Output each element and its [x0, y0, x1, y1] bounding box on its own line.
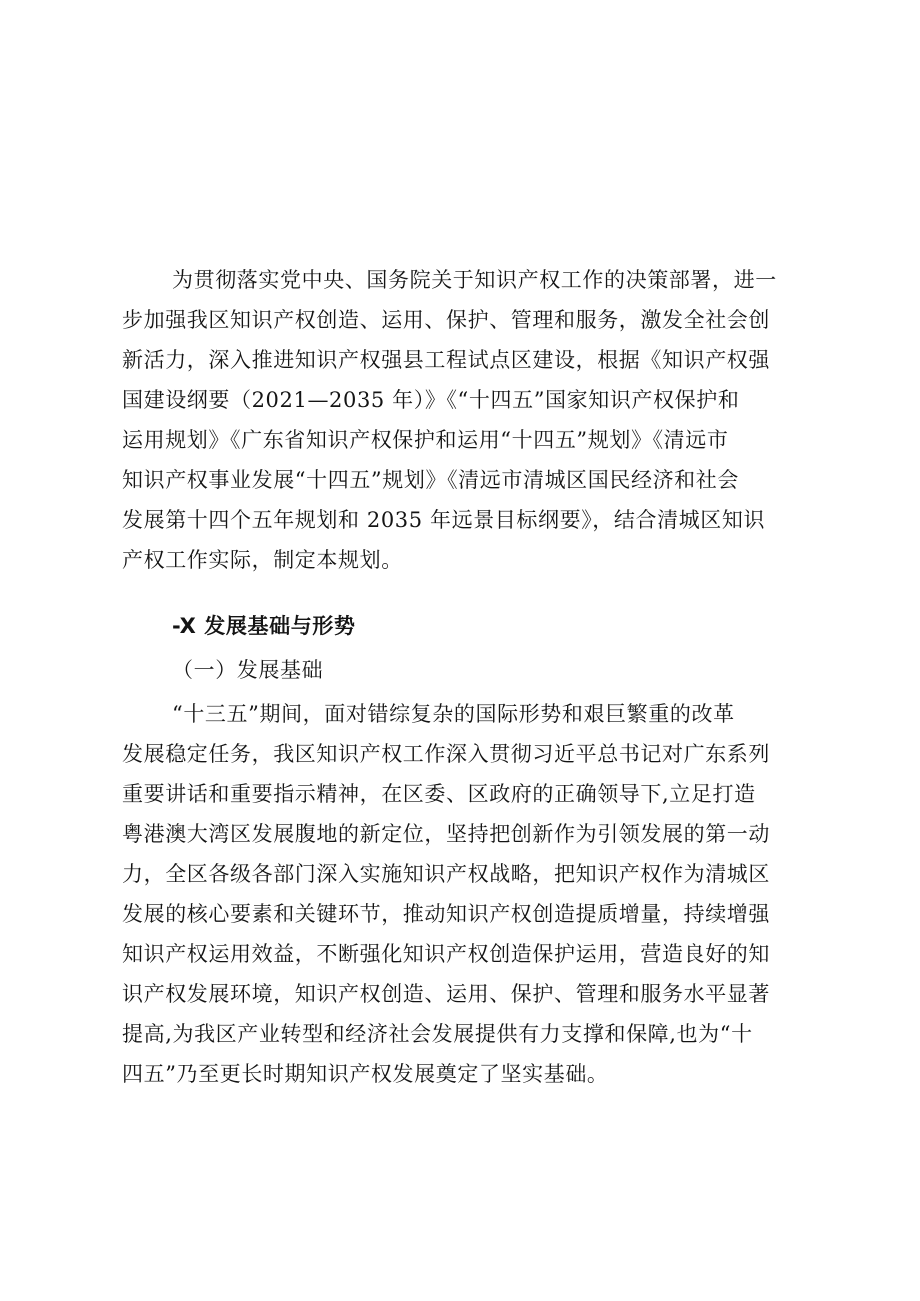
body-line-4: 粤港澳大湾区发展腹地的新定位，坚持把创新作为引领发展的第一动 — [122, 822, 770, 846]
subsection-heading: （一）发展基础 — [172, 658, 324, 682]
body-line-9: 提高,为我区产业转型和经济社会发展提供有力支撑和保障,也为“十 — [122, 1022, 753, 1046]
intro-line-6: 知识产权事业发展“十四五”规划》《清远市清城区国民经济和社会 — [122, 468, 739, 492]
intro-line-5: 运用规划》《广东省知识产权保护和运用“十四五”规划》《清远市 — [122, 428, 729, 452]
intro-line-2: 步加强我区知识产权创造、运用、保护、管理和服务，激发全社会创 — [122, 308, 770, 332]
intro-line-4: 国建设纲要（2021—2035 年）》《“十四五”国家知识产权保护和 — [122, 388, 740, 412]
body-line-2: 发展稳定任务，我区知识产权工作深入贯彻习近平总书记对广东系列 — [122, 742, 770, 766]
body-line-6: 发展的核心要素和关键环节，推动知识产权创造提质增量，持续增强 — [122, 902, 770, 926]
intro-line-8: 产权工作实际，制定本规划。 — [122, 548, 403, 572]
body-line-7: 知识产权运用效益，不断强化知识产权创造保护运用，营造良好的知 — [122, 942, 770, 966]
body-line-1: “十三五”期间，面对错综复杂的国际形势和艰巨繁重的改革 — [172, 702, 735, 726]
section-heading: -X 发展基础与形势 — [172, 614, 356, 638]
body-line-3: 重要讲话和重要指示精神，在区委、区政府的正确领导下,立足打造 — [122, 782, 756, 806]
body-line-5: 力，全区各级各部门深入实施知识产权战略，把知识产权作为清城区 — [122, 862, 770, 886]
body-line-10: 四五”乃至更长时期知识产权发展奠定了坚实基础。 — [122, 1062, 609, 1086]
intro-line-7: 发展第十四个五年规划和 2035 年远景目标纲要》，结合清城区知识 — [122, 508, 766, 532]
intro-line-1: 为贯彻落实党中央、国务院关于知识产权工作的决策部署，进一 — [172, 268, 777, 292]
intro-line-3: 新活力，深入推进知识产权强县工程试点区建设，根据《知识产权强 — [122, 348, 770, 372]
body-line-8: 识产权发展环境，知识产权创造、运用、保护、管理和服务水平显著 — [122, 982, 770, 1006]
